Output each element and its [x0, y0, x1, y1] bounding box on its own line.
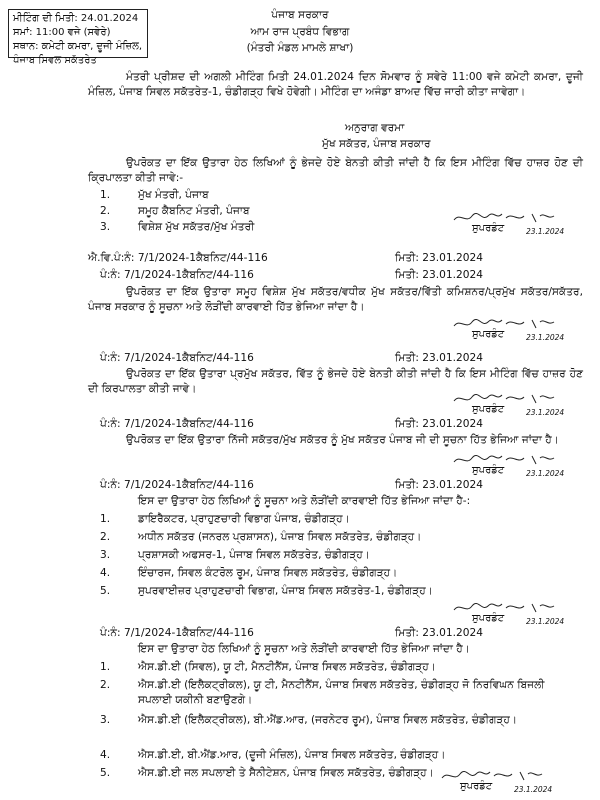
request-paragraph: ਉਪਰੋਕਤ ਦਾ ਇੱਕ ਉਤਾਰਾ ਹੇਠ ਲਿਖਿਆਂ ਨੂੰ ਭੇਜਦੇ ਹੋਏ ਬੇਨਤੀ ਕੀਤੀ ਜਾਂਦੀ ਹੈ ਕਿ ਇਸ ਮੀਟਿੰਗ ਵਿੱਚ ਹਾਜ਼ਰ ਹੋਣ ਦੀ ਕ੍ਰਿਪਾਲਤਾ ਕੀਤੀ ਜਾਵੇ:-: [88, 157, 583, 184]
signature-date: 23.1.2024: [526, 333, 565, 342]
meeting-time: ਸਮਾਂ: 11:00 ਵਜੇ (ਸਵੇਰੇ): [13, 27, 111, 38]
reference-number: ਪੰ:ਨੰ: 7/1/2024-1ਕੈਬਨਿਟ/44-116: [100, 352, 254, 364]
signature-title: ਸੁਪਰਡੰਟ: [460, 781, 493, 792]
attendee-list: [100, 188, 254, 236]
endorsement-ref-line: [100, 417, 580, 432]
list-item: 2. ਐਸ.ਡੀ.ਈ (ਇਲੈਕਟ੍ਰੀਕਲ), ਯੂ ਟੀ, ਮੈਨਟੀਨੈਂਸ, ਪੰਜਾਬ ਸਿਵਲ ਸਕੱਤਰੇਤ, ਚੰਡੀਗੜ੍ਹ ਜੋ ਨਿਰਵਿਘਨ ਬਿਜਲੀ ਸਪਲਾਈ ਯਕੀਨੀ ਬਣਾਉਣਗੇ।: [100, 679, 545, 706]
endorsement-paragraph: ਇਸ ਦਾ ਉਤਾਰਾ ਹੇਠ ਲਿਖਿਆਂ ਨੂੰ ਸੂਚਨਾ ਅਤੇ ਲੋੜੀਂਦੀ ਕਾਰਵਾਈ ਹਿੱਤ ਭੇਜਿਆ ਜਾਂਦਾ ਹੈ-:: [138, 495, 471, 507]
signature-block: [452, 208, 572, 238]
reference-date: ਮਿਤੀ: 23.01.2024: [395, 479, 483, 491]
endorsement-ref-line: [100, 268, 580, 283]
meeting-date: ਮੀਟਿੰਗ ਦੀ ਮਿਤੀ: 24.01.2024: [13, 13, 139, 24]
endorsement-paragraph: ਉਪਰੋਕਤ ਦਾ ਇੱਕ ਉਤਾਰਾ ਪ੍ਰਮੁੱਖ ਸਕੱਤਰ, ਵਿੱਤ ਨੂੰ ਭੇਜਦੇ ਹੋਏ ਬੇਨਤੀ ਕੀਤੀ ਜਾਂਦੀ ਹੈ ਕਿ ਇਸ ਮੀਟਿੰਗ ਵਿੱਚ ਹਾਜ਼ਰ ਹੋਣ ਦੀ ਕਿਰਪਾਲਤਾ ਕੀਤੀ ਜਾਵੇ।: [88, 368, 583, 395]
list-item: 1. ਡਾਇਰੈਕਟਰ, ਪ੍ਰਾਹੁਣਚਾਰੀ ਵਿਭਾਗ ਪੰਜਾਬ, ਚੰਡੀਗੜ੍ਹ।: [100, 513, 350, 525]
signature-date: 23.1.2024: [526, 469, 565, 478]
title-government: ਪੰਜਾਬ ਸਰਕਾਰ: [271, 9, 329, 21]
signature-date: 23.1.2024: [526, 408, 565, 417]
signature-block: [452, 598, 572, 628]
signature-title: ਸੁਪਰਡੰਟ: [472, 223, 505, 234]
signatory-name: ਅਨੁਰਾਗ ਵਰਮਾ: [345, 122, 405, 134]
list-item: 1. ਐਸ.ਡੀ.ਈ (ਸਿਵਲ), ਯੂ ਟੀ, ਮੈਨਟੀਨੈਂਸ, ਪੰਜਾਬ ਸਿਵਲ ਸਕੱਤਰੇਤ, ਚੰਡੀਗੜ੍ਹ।: [100, 661, 436, 673]
list-item: 2. ਅਧੀਨ ਸਕੱਤਰ (ਜਨਰਲ ਪ੍ਰਸ਼ਾਸਨ), ਪੰਜਾਬ ਸਿਵਲ ਸਕੱਤਰੇਤ, ਚੰਡੀਗੜ੍ਹ।: [100, 531, 422, 543]
list-item: 5. ਐਸ.ਡੀ.ਈ ਜਲ ਸਪਲਾਈ ਤੇ ਸੈਨੀਟੇਸ਼ਨ, ਪੰਜਾਬ ਸਿਵਲ ਸਕੱਤਰੇਤ, ਚੰਡੀਗੜ੍ਹ।: [100, 767, 434, 779]
list-item: 3. ਪ੍ਰਸ਼ਾਸਕੀ ਅਫਸਰ-1, ਪੰਜਾਬ ਸਿਵਲ ਸਕੱਤਰੇਤ, ਚੰਡੀਗੜ੍ਹ।: [100, 549, 370, 561]
list-item: 3. ਵਿਸ਼ੇਸ਼ ਮੁੱਖ ਸਕੱਤਰ/ਮੁੱਖ ਮੰਤਰੀ: [100, 221, 255, 233]
reference-date: ਮਿਤੀ: 23.01.2024: [395, 269, 483, 281]
endorsement-paragraph: ਇਸ ਦਾ ਉਤਾਰਾ ਹੇਠ ਲਿਖਿਆਂ ਨੂੰ ਸੂਚਨਾ ਅਤੇ ਲੋੜੀਂਦੀ ਕਾਰਵਾਈ ਹਿੱਤ ਭੇਜਿਆ ਜਾਂਦਾ ਹੈ।: [138, 643, 470, 655]
list-item: 4. ਐਸ.ਡੀ.ਈ, ਬੀ.ਐਂਡ.ਆਰ, (ਦੂਜੀ ਮੰਜ਼ਿਲ), ਪੰਜਾਬ ਸਿਵਲ ਸਕੱਤਰੇਤ, ਚੰਡੀਗੜ੍ਹ।: [100, 749, 446, 761]
reference-date: ਮਿਤੀ: 23.01.2024: [395, 252, 483, 264]
endorsement-ref-line: [100, 626, 580, 641]
endorsement-paragraph: ਉਪਰੋਕਤ ਦਾ ਇੱਕ ਉਤਾਰਾ ਨਿੱਜੀ ਸਕੱਤਰ/ਮੁੱਖ ਸਕੱਤਰ ਨੂੰ ਮੁੱਖ ਸਕੱਤਰ ਪੰਜਾਬ ਜੀ ਦੀ ਸੂਚਨਾ ਹਿੱਤ ਭੇਜਿਆ ਜਾਂਦਾ ਹੈ।: [126, 434, 559, 446]
signature-date: 23.1.2024: [526, 617, 565, 626]
intro-paragraph: ਮੰਤਰੀ ਪ੍ਰੀਸ਼ਦ ਦੀ ਅਗਲੀ ਮੀਟਿੰਗ ਮਿਤੀ 24.01.2024 ਦਿਨ ਸੋਮਵਾਰ ਨੂੰ ਸਵੇਰੇ 11:00 ਵਜੇ ਕਮੇਟੀ ਕਮਰਾ, ਦੂਜੀ ਮੰਜ਼ਿਲ, ਪੰਜਾਬ ਸਿਵਲ ਸਕੱਤਰੇਤ-1, ਚੰਡੀਗੜ੍ਹ ਵਿਖੇ ਹੋਵੇਗੀ। ਮੀਟਿੰਗ ਦਾ ਅਜੰਡਾ ਬਾਅਦ ਵਿੱਚ ਜਾਰੀ ਕੀਤਾ ਜਾਵੇਗਾ।: [88, 71, 583, 98]
signature-date: 23.1.2024: [514, 785, 553, 794]
signature-block: [452, 450, 572, 480]
reference-date: ਮਿਤੀ: 23.01.2024: [395, 352, 483, 364]
title-department: ਆਮ ਰਾਜ ਪ੍ਰਬੰਧ ਵਿਭਾਗ: [250, 26, 350, 38]
reference-number: ਐ.ਵਿ.ਪੰ:ਨੰ: 7/1/2024-1ਕੈਬਨਿਟ/44-116: [88, 252, 268, 264]
reference-date: ਮਿਤੀ: 23.01.2024: [395, 418, 483, 430]
reference-number: ਪੰ:ਨੰ: 7/1/2024-1ਕੈਬਨਿਟ/44-116: [100, 269, 254, 281]
signature-title: ਸੁਪਰਡੰਟ: [472, 465, 505, 476]
meeting-venue-line2: ਪੰਜਾਬ ਸਿਵਲ ਸਕੱਤਰੇਤ: [13, 55, 97, 66]
list-item: 3. ਐਸ.ਡੀ.ਈ (ਇਲੈਕਟ੍ਰੀਕਲ), ਬੀ.ਐਂਡ.ਆਰ, (ਜਰਨੇਟਰ ਰੂਮ), ਪੰਜਾਬ ਸਿਵਲ ਸਕੱਤਰੇਤ, ਚੰਡੀਗੜ੍ਹ।: [100, 714, 518, 726]
list-item: 5. ਸੁਪਰਵਾਈਜ਼ਰ ਪ੍ਰਾਹੁਣਚਾਰੀ ਵਿਭਾਗ, ਪੰਜਾਬ ਸਿਵਲ ਸਕੱਤਰੇਤ-1, ਚੰਡੀਗੜ੍ਹ।: [100, 585, 433, 597]
signature-title: ਸੁਪਰਡੰਟ: [472, 404, 505, 415]
signature-title: ਸੁਪਰਡੰਟ: [472, 613, 505, 624]
signature-title: ਸੁਪਰਡੰਟ: [472, 329, 505, 340]
reference-date: ਮਿਤੀ: 23.01.2024: [395, 627, 483, 639]
signature-date: 23.1.2024: [526, 227, 565, 236]
list-item: 2. ਸਮੂਹ ਕੈਬਨਿਟ ਮੰਤਰੀ, ਪੰਜਾਬ: [100, 205, 250, 217]
signatory-designation: ਮੁੱਖ ਸਕੱਤਰ, ਪੰਜਾਬ ਸਰਕਾਰ: [322, 138, 431, 150]
endorsement-ref-line: [100, 478, 580, 493]
signature-block: [440, 766, 560, 796]
list-item: 1. ਮੁੱਖ ਮੰਤਰੀ, ਪੰਜਾਬ: [100, 189, 209, 201]
endorsement-ref-line: [100, 351, 580, 366]
reference-number: ਪੰ:ਨੰ: 7/1/2024-1ਕੈਬਨਿਟ/44-116: [100, 479, 254, 491]
title-branch: (ਮੰਤਰੀ ਮੰਡਲ ਮਾਮਲੇ ਸ਼ਾਖਾ): [246, 42, 354, 54]
reference-number: ਪੰ:ਨੰ: 7/1/2024-1ਕੈਬਨਿਟ/44-116: [100, 627, 254, 639]
meeting-venue-line1: ਸਥਾਨ: ਕਮੇਟੀ ਕਮਰਾ, ਦੂਜੀ ਮੰਜ਼ਿਲ,: [13, 41, 143, 52]
recipient-list: [100, 512, 433, 602]
reference-number: ਪੰ:ਨੰ: 7/1/2024-1ਕੈਬਨਿਟ/44-116: [100, 418, 254, 430]
endorsement-ref-line: [88, 251, 580, 266]
list-item: 4. ਇੰਚਾਰਜ, ਸਿਵਲ ਕੰਟਰੋਲ ਰੂਮ, ਪੰਜਾਬ ਸਿਵਲ ਸਕੱਤਰੇਤ, ਚੰਡੀਗੜ੍ਹ।: [100, 567, 398, 579]
signature-block: [452, 314, 572, 344]
endorsement-paragraph: ਉਪਰੋਕਤ ਦਾ ਇੱਕ ਉਤਾਰਾ ਸਮੂਹ ਵਿਸ਼ੇਸ਼ ਮੁੱਖ ਸਕੱਤਰ/ਵਧੀਕ ਮੁੱਖ ਸਕੱਤਰ/ਵਿੱਤੀ ਕਮਿਸ਼ਨਰ/ਪ੍ਰਮੁੱਖ ਸਕੱਤਰ/ਸਕੱਤਰ, ਪੰਜਾਬ ਸਰਕਾਰ ਨੂੰ ਸੂਚਨਾ ਅਤੇ ਲੋੜੀਂਦੀ ਕਾਰਵਾਈ ਹਿੱਤ ਭੇਜਿਆ ਜਾਂਦਾ ਹੈ।: [88, 286, 583, 313]
signature-block: [452, 389, 572, 419]
